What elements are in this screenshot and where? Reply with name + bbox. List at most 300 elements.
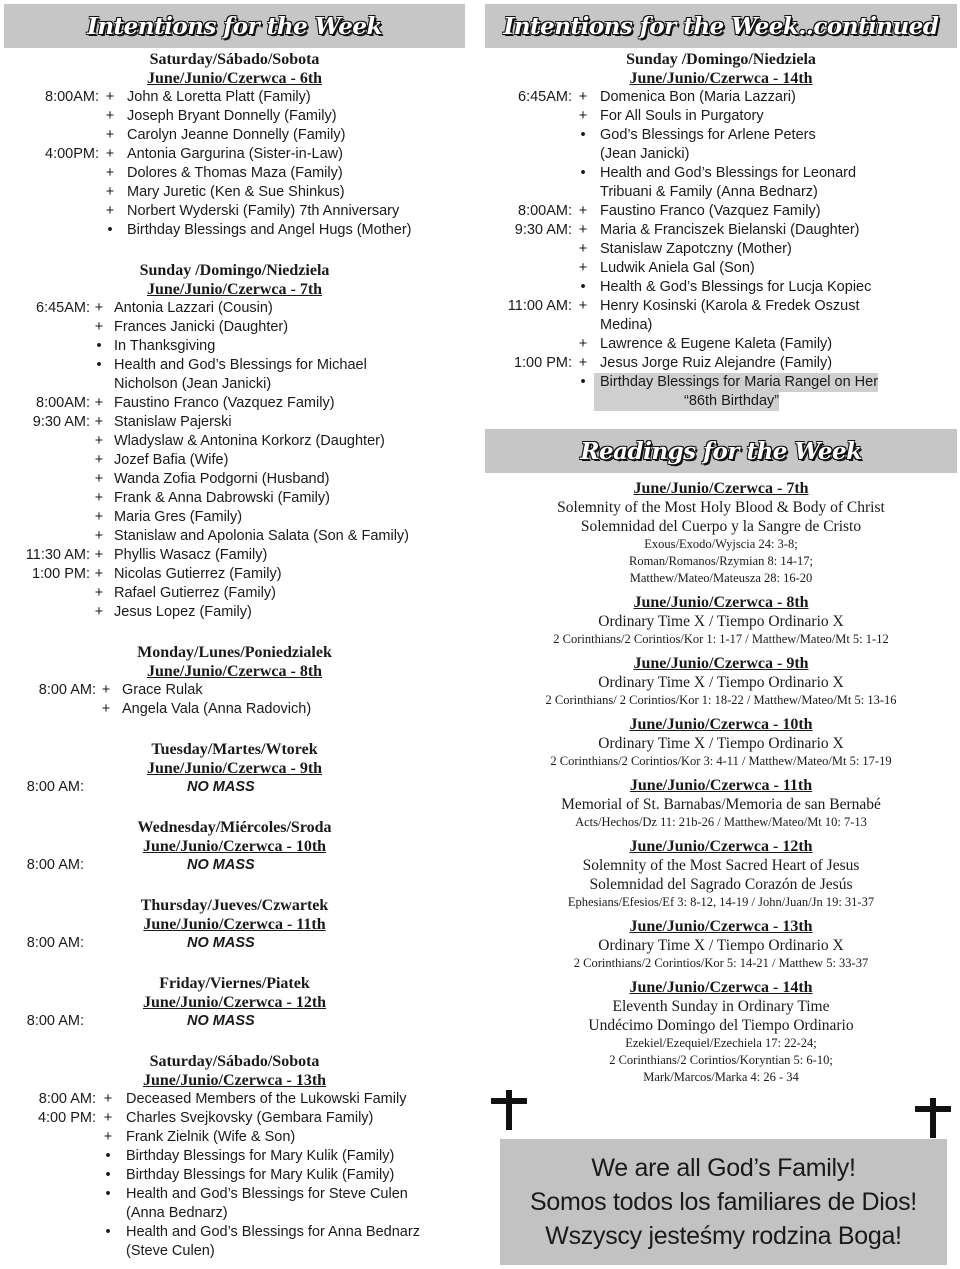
intention-row [4, 1204, 465, 1223]
intention-row [485, 240, 957, 259]
reading-date: June/Junio/Czerwca - 8th [633, 594, 809, 611]
reading-block [485, 715, 957, 770]
intention-row [4, 527, 465, 546]
reading-feast: Ordinary Time X / Tiempo Ordinario X [598, 735, 844, 752]
intention-row [4, 318, 465, 337]
intention-text: Health and God’s Blessings for Steve Culen [126, 1186, 408, 1202]
mass-time [4, 527, 90, 546]
intention-text: John & Loretta Platt (Family) [127, 89, 311, 105]
cross-mark-icon: + [94, 490, 104, 506]
day-block [4, 818, 465, 875]
spacer [4, 797, 465, 816]
day-heading: Thursday/Jueves/Czwartek [140, 897, 329, 914]
mark-spacer [84, 1012, 181, 1031]
bullet-icon: • [580, 127, 586, 143]
mass-time [4, 584, 90, 603]
intention-text: Health and God’s Blessings for Anna Bednarz [126, 1224, 420, 1240]
cross-mark-icon: + [105, 89, 115, 105]
bullet-icon: • [105, 1148, 111, 1164]
intention-text: Stanislaw Zapotczny (Mother) [600, 241, 792, 257]
bullet-icon: • [105, 1186, 111, 1202]
intention-row [485, 297, 957, 316]
cross-mark-icon: + [105, 127, 115, 143]
intention-row [485, 392, 957, 411]
intention-row [4, 451, 465, 470]
intention-row [485, 183, 957, 202]
intention-row [4, 778, 465, 797]
intention-text: Birthday Blessings for Mary Kulik (Family) [126, 1167, 395, 1183]
reading-block [485, 479, 957, 587]
mass-time [4, 221, 99, 240]
bullet-icon: • [96, 357, 102, 373]
intention-text: God’s Blessings for Arlene Peters [600, 127, 816, 143]
cross-mark-icon: + [578, 241, 588, 257]
mass-time: 1:00 PM: [31, 566, 90, 582]
reading-feast: Ordinary Time X / Tiempo Ordinario X [598, 613, 844, 630]
mass-time [485, 126, 572, 145]
mass-time: 9:30 AM: [514, 222, 572, 238]
cross-mark-icon: + [578, 336, 588, 352]
mass-time [485, 183, 572, 202]
spacer [4, 240, 465, 259]
intention-text: (Steve Culen) [126, 1243, 215, 1259]
no-mass-label: NO MASS [187, 857, 255, 873]
reading-citation: 2 Corinthians/2 Corintios/Kor 5: 14-21 / Matthew 5: 33-37 [573, 956, 869, 970]
mark-spacer [90, 375, 108, 394]
intention-row [4, 681, 465, 700]
cross-mark-icon: + [101, 701, 111, 717]
day-heading: Sunday /Domingo/Niedziela [139, 262, 330, 279]
reading-citation: 2 Corinthians/2 Corintios/Koryntian 5: 6-10; [609, 1053, 833, 1067]
intention-row [4, 164, 465, 183]
intention-text: Frances Janicki (Daughter) [114, 319, 289, 335]
mass-time [4, 356, 90, 375]
bullet-icon: • [580, 165, 586, 181]
reading-block [485, 593, 957, 648]
mass-time [4, 202, 99, 221]
mass-time [485, 278, 572, 297]
intentions-continued-banner [485, 4, 957, 48]
day-date: June/Junio/Czerwca - 11th [143, 916, 326, 933]
intentions-days [4, 50, 465, 1261]
intention-row [4, 145, 465, 164]
no-mass-label: NO MASS [187, 935, 255, 951]
readings-title: Readings for the Week [580, 437, 862, 465]
mass-time [4, 1204, 96, 1223]
cross-mark-icon: + [578, 108, 588, 124]
bullet-icon: • [105, 1224, 111, 1240]
reading-feast: Ordinary Time X / Tiempo Ordinario X [598, 937, 844, 954]
bullet-icon: • [107, 222, 113, 238]
reading-citation: Matthew/Mateo/Mateusza 28: 16-20 [629, 571, 813, 585]
intention-row [485, 278, 957, 297]
mass-time [485, 145, 572, 164]
day-date: June/Junio/Czerwca - 14th [629, 70, 813, 87]
intention-row [485, 164, 957, 183]
day-heading: Friday/Viernes/Piatek [159, 975, 310, 992]
bullet-icon: • [580, 279, 586, 295]
mark-spacer [572, 145, 594, 164]
intention-row [4, 508, 465, 527]
mass-time: 4:00 PM: [37, 1110, 96, 1126]
bullet-icon: • [96, 338, 102, 354]
intention-text: Maria Gres (Family) [114, 509, 243, 525]
mass-time [4, 700, 96, 719]
intentions-continued-column [485, 4, 957, 1086]
bullet-icon: • [580, 374, 586, 390]
intention-row [485, 373, 957, 392]
mass-time: 4:00PM: [45, 146, 99, 162]
intention-text: Birthday Blessings for Maria Rangel on Her [594, 373, 878, 392]
readings-list [485, 479, 957, 1086]
mass-time: 8:00AM: [36, 395, 90, 411]
mass-time [4, 164, 99, 183]
day-heading: Monday/Lunes/Poniedzialek [137, 644, 332, 661]
mass-time [4, 1185, 96, 1204]
intention-text: In Thanksgiving [114, 338, 216, 354]
intention-row [4, 1242, 465, 1261]
mark-spacer [96, 1242, 120, 1261]
intention-text: Domenica Bon (Maria Lazzari) [600, 89, 796, 105]
mark-spacer [572, 392, 594, 411]
mass-time: 6:45AM: [36, 300, 90, 316]
mass-time [4, 1166, 96, 1185]
day-heading: Wednesday/Miércoles/Sroda [137, 819, 332, 836]
mass-time [485, 392, 572, 411]
intention-text: Health and God’s Blessings for Leonard [600, 165, 857, 181]
intention-row [485, 145, 957, 164]
reading-block [485, 978, 957, 1086]
reading-citation: Exous/Exodo/Wyjscia 24: 3-8; [644, 537, 798, 551]
cross-mark-icon: + [94, 566, 104, 582]
intention-text: Joseph Bryant Donnelly (Family) [127, 108, 337, 124]
intention-text: Nicholson (Jean Janicki) [114, 376, 272, 392]
intention-row [485, 88, 957, 107]
intention-text: (Anna Bednarz) [126, 1205, 228, 1221]
intention-row [4, 221, 465, 240]
reading-citation: 2 Corinthians/2 Corintios/Kor 1: 1-17 / Matthew/Mateo/Mt 5: 1-12 [553, 632, 889, 646]
day-block [4, 896, 465, 953]
intention-row [4, 183, 465, 202]
mass-time [4, 1147, 96, 1166]
mark-spacer [84, 856, 181, 875]
reading-citation: Mark/Marcos/Marka 4: 26 - 34 [643, 1070, 799, 1084]
mass-time [4, 107, 99, 126]
intention-text: Phyllis Wasacz (Family) [114, 547, 268, 563]
reading-date: June/Junio/Czerwca - 13th [629, 918, 813, 935]
mass-time: 11:30 AM: [25, 547, 90, 563]
spacer [4, 1031, 465, 1050]
intention-row [4, 603, 465, 622]
mass-time [4, 470, 90, 489]
intention-text: Charles Svejkovsky (Gembara Family) [126, 1110, 374, 1126]
no-mass-label: NO MASS [187, 779, 255, 795]
intention-text: Ludwik Aniela Gal (Son) [600, 260, 755, 276]
day-date: June/Junio/Czerwca - 6th [146, 70, 323, 87]
footer-english: We are all God’s Family! [591, 1154, 856, 1182]
intention-text: Frank Zielnik (Wife & Son) [126, 1129, 296, 1145]
mass-time [485, 335, 572, 354]
footer-spanish: Somos todos los familiares de Dios! [530, 1188, 917, 1216]
reading-date: June/Junio/Czerwca - 7th [633, 480, 809, 497]
intention-text: Jesus Lopez (Family) [114, 604, 252, 620]
mass-time [4, 432, 90, 451]
intention-row [4, 107, 465, 126]
cross-mark-icon: + [94, 547, 104, 563]
cross-mark-icon: + [94, 300, 104, 316]
intention-row [485, 354, 957, 373]
mass-time [4, 318, 90, 337]
mass-time: 8:00 AM: [26, 1013, 84, 1029]
intention-text: Carolyn Jeanne Donnelly (Family) [127, 127, 346, 143]
cross-mark-icon: + [103, 1110, 113, 1126]
intention-text: Nicolas Gutierrez (Family) [114, 566, 282, 582]
cross-mark-icon: + [94, 395, 104, 411]
intention-text: Jozef Bafia (Wife) [114, 452, 229, 468]
mass-time: 9:30 AM: [32, 414, 90, 430]
day-heading: Saturday/Sábado/Sobota [149, 1053, 320, 1070]
reading-citation: 2 Corinthians/ 2 Corintios/Kor 1: 18-22 / Matthew/Mateo/Mt 5: 13-16 [545, 693, 897, 707]
day-heading: Saturday/Sábado/Sobota [149, 51, 320, 68]
day-block [4, 1052, 465, 1261]
cross-mark-icon: + [94, 452, 104, 468]
intention-text: Grace Rulak [122, 682, 203, 698]
reading-block [485, 654, 957, 709]
intention-row [4, 489, 465, 508]
mass-time [485, 373, 572, 392]
cross-mark-icon: + [578, 355, 588, 371]
cross-mark-icon: + [105, 165, 115, 181]
spacer [4, 875, 465, 894]
mass-time [4, 337, 90, 356]
mass-time: 8:00 AM: [26, 857, 84, 873]
intention-text: (Jean Janicki) [600, 146, 690, 162]
cross-mark-icon: + [94, 414, 104, 430]
mass-time [4, 126, 99, 145]
intention-row [4, 584, 465, 603]
mass-time [4, 183, 99, 202]
reading-citation: Roman/Romanos/Rzymian 8: 14-17; [628, 554, 813, 568]
cross-mark-icon: + [578, 222, 588, 238]
cross-mark-icon: + [94, 509, 104, 525]
intention-row [4, 126, 465, 145]
day-heading: Tuesday/Martes/Wtorek [151, 741, 318, 758]
reading-feast: Eleventh Sunday in Ordinary Time [612, 998, 830, 1015]
mass-time [4, 489, 90, 508]
spacer [4, 953, 465, 972]
reading-block [485, 917, 957, 972]
intention-text: Frank & Anna Dabrowski (Family) [114, 490, 330, 506]
reading-citation: 2 Corinthians/2 Corintios/Kor 3: 4-11 / Matthew/Mateo/Mt 5: 17-19 [550, 754, 892, 768]
reading-date: June/Junio/Czerwca - 14th [629, 979, 813, 996]
reading-date: June/Junio/Czerwca - 11th [629, 777, 813, 794]
reading-citation: Ephesians/Efesios/Ef 3: 8-12, 14-19 / John/Juan/Jn 19: 31-37 [567, 895, 875, 909]
spacer [4, 719, 465, 738]
mass-time [4, 508, 90, 527]
family-footer [500, 1139, 947, 1265]
intention-text: Faustino Franco (Vazquez Family) [114, 395, 335, 411]
intention-row [4, 375, 465, 394]
mark-spacer [572, 183, 594, 202]
intention-row [4, 470, 465, 489]
day-block [4, 50, 465, 240]
cross-mark-icon: + [94, 433, 104, 449]
cross-mark-icon: + [578, 203, 588, 219]
intention-text: Faustino Franco (Vazquez Family) [600, 203, 821, 219]
cross-mark-icon: + [105, 146, 115, 162]
intention-row [4, 413, 465, 432]
intention-text: Maria & Franciszek Bielanski (Daughter) [600, 222, 860, 238]
intention-row [4, 1090, 465, 1109]
reading-feast: Solemnity of the Most Sacred Heart of Jesus [582, 857, 860, 874]
cross-mark-icon: + [103, 1091, 113, 1107]
intention-row [4, 1109, 465, 1128]
mass-time: 1:00 PM: [513, 355, 572, 371]
cross-mark-icon: + [578, 89, 588, 105]
intention-text: Jesus Jorge Ruiz Alejandre (Family) [600, 355, 833, 371]
cross-mark-icon: + [578, 298, 588, 314]
intention-text: Wladyslaw & Antonina Korkorz (Daughter) [114, 433, 385, 449]
day-date: June/Junio/Czerwca - 13th [142, 1072, 327, 1089]
intention-text: Rafael Gutierrez (Family) [114, 585, 276, 601]
day-date: June/Junio/Czerwca - 12th [142, 994, 327, 1011]
mark-spacer [96, 1204, 120, 1223]
mass-time [4, 1242, 96, 1261]
cross-icon [491, 1090, 525, 1130]
cross-mark-icon: + [101, 682, 111, 698]
reading-feast: Solemnidad del Cuerpo y la Sangre de Cristo [580, 518, 862, 535]
intention-text: Antonia Gargurina (Sister-in-Law) [127, 146, 343, 162]
intention-text: Birthday Blessings for Mary Kulik (Family) [126, 1148, 395, 1164]
mass-time [4, 375, 90, 394]
mass-time [485, 107, 572, 126]
intentions-banner [4, 4, 465, 48]
cross-mark-icon: + [94, 319, 104, 335]
mark-spacer [84, 934, 181, 953]
intention-text: Antonia Lazzari (Cousin) [114, 300, 273, 316]
intention-text: Health & God’s Blessings for Lucja Kopiec [600, 279, 872, 295]
intentions-title: Intentions for the Week [87, 12, 382, 40]
mass-time: 8:00 AM: [38, 682, 96, 698]
intention-text: For All Souls in Purgatory [600, 108, 764, 124]
intention-row [4, 1012, 465, 1031]
intention-row [485, 259, 957, 278]
reading-block [485, 776, 957, 831]
day-block [4, 740, 465, 797]
cross-mark-icon: + [105, 108, 115, 124]
cross-mark-icon: + [578, 260, 588, 276]
day-block [4, 974, 465, 1031]
day-date: June/Junio/Czerwca - 10th [142, 838, 327, 855]
mass-time: 8:00AM: [518, 203, 572, 219]
intention-row [4, 202, 465, 221]
no-mass-label: NO MASS [187, 1013, 255, 1029]
mark-spacer [572, 316, 594, 335]
cross-mark-icon: + [94, 585, 104, 601]
reading-citation: Ezekiel/Ezequiel/Ezechiela 17: 22-24; [625, 1036, 817, 1050]
intention-row [4, 88, 465, 107]
mass-time: 6:45AM: [518, 89, 572, 105]
intention-text: Mary Juretic (Ken & Sue Shinkus) [127, 184, 345, 200]
intention-row [4, 1185, 465, 1204]
intention-text: Lawrence & Eugene Kaleta (Family) [600, 336, 833, 352]
cross-mark-icon: + [105, 203, 115, 219]
mass-time [485, 164, 572, 183]
intention-row [4, 856, 465, 875]
intention-row [485, 335, 957, 354]
intention-row [485, 221, 957, 240]
footer-polish: Wszyscy jesteśmy rodzina Boga! [545, 1222, 902, 1250]
intention-text: Health and God’s Blessings for Michael [114, 357, 367, 373]
mass-time: 8:00 AM: [38, 1091, 96, 1107]
mass-time [485, 240, 572, 259]
intention-row [4, 356, 465, 375]
intention-row [4, 565, 465, 584]
intention-row [4, 299, 465, 318]
intention-row [4, 394, 465, 413]
intention-text: Birthday Blessings and Angel Hugs (Mother) [127, 222, 412, 238]
cross-mark-icon: + [105, 184, 115, 200]
reading-feast: Undécimo Domingo del Tiempo Ordinario [588, 1017, 854, 1034]
reading-feast: Ordinary Time X / Tiempo Ordinario X [598, 674, 844, 691]
intention-row [4, 1128, 465, 1147]
mark-spacer [84, 778, 181, 797]
intention-row [4, 1166, 465, 1185]
mass-time [4, 1223, 96, 1242]
mass-time [4, 451, 90, 470]
intention-text: Stanislaw and Apolonia Salata (Son & Family) [114, 528, 409, 544]
mass-time [485, 316, 572, 335]
intention-text: Wanda Zofia Podgorni (Husband) [114, 471, 330, 487]
cross-icon [915, 1098, 949, 1138]
intention-text: Dolores & Thomas Maza (Family) [127, 165, 343, 181]
day-date: June/Junio/Czerwca - 8th [146, 663, 323, 680]
intention-text: Henry Kosinski (Karola & Fredek Oszust [600, 298, 860, 314]
mass-time [4, 1128, 96, 1147]
intention-row [4, 700, 465, 719]
intention-text: Medina) [600, 317, 653, 333]
mass-time: 8:00 AM: [26, 779, 84, 795]
intention-text: Deceased Members of the Lukowski Family [126, 1091, 407, 1107]
intention-text: Tribuani & Family (Anna Bednarz) [600, 184, 818, 200]
day-block [4, 261, 465, 622]
cross-mark-icon: + [94, 471, 104, 487]
mass-time [4, 603, 90, 622]
day-date: June/Junio/Czerwca - 7th [146, 281, 323, 298]
cross-mark-icon: + [94, 528, 104, 544]
reading-feast: Memorial of St. Barnabas/Memoria de san Bernabé [561, 796, 881, 813]
day-date: June/Junio/Czerwca - 9th [146, 760, 323, 777]
intention-row [4, 432, 465, 451]
bullet-icon: • [105, 1167, 111, 1183]
reading-date: June/Junio/Czerwca - 10th [629, 716, 813, 733]
intention-row [4, 934, 465, 953]
intention-text: “86th Birthday” [594, 392, 779, 411]
intention-row [4, 1223, 465, 1242]
intention-text: Norbert Wyderski (Family) 7th Anniversary [127, 203, 400, 219]
intention-row [4, 1147, 465, 1166]
intention-text: Stanislaw Pajerski [114, 414, 232, 430]
intention-row [485, 202, 957, 221]
reading-feast: Solemnity of the Most Holy Blood & Body of Christ [557, 499, 885, 516]
reading-feast: Solemnidad del Sagrado Corazón de Jesús [589, 876, 853, 893]
intentions-continued-title: Intentions for the Week..continued [503, 12, 939, 40]
intention-row [4, 546, 465, 565]
mass-time: 8:00AM: [45, 89, 99, 105]
intention-row [4, 337, 465, 356]
intentions-column [4, 4, 465, 1261]
day-block [4, 643, 465, 719]
